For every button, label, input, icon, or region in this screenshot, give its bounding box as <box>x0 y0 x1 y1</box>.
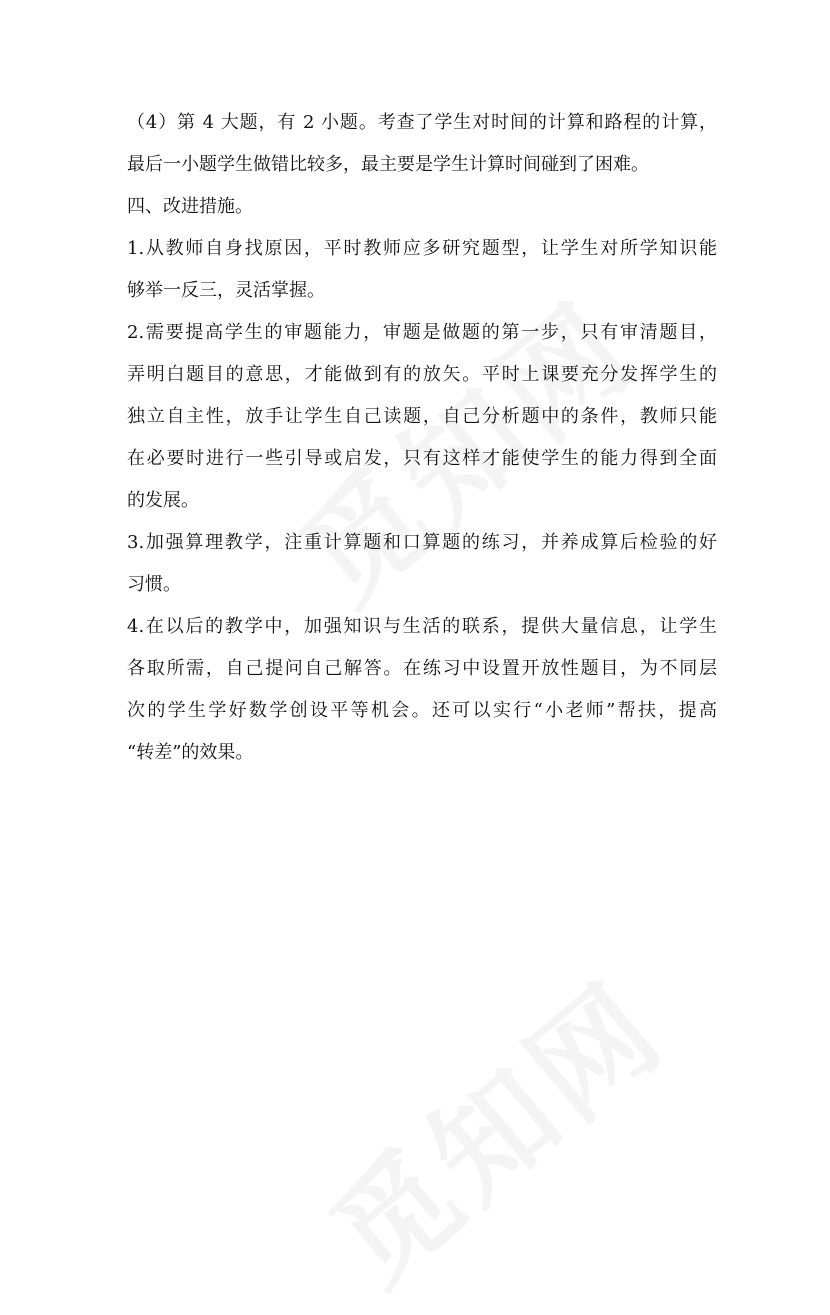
paragraph-line: 够举一反三，灵活掌握。 <box>127 280 325 301</box>
paragraph-line: 最后一小题学生做错比较多，最主要是学生计算时间碰到了困难。 <box>127 154 649 175</box>
paragraph-line: 各取所需，自己提问自己解答。在练习中设置开放性题目，为不同层 <box>127 658 717 679</box>
paragraph-line: 在必要时进行一些引导或启发，只有这样才能使学生的能力得到全面 <box>127 448 717 469</box>
document-body <box>127 102 717 774</box>
section-heading: 四、改进措施。 <box>127 196 253 217</box>
paragraph-line: 次的学生学好数学创设平等机会。还可以实行“小老师”帮扶，提高 <box>127 700 717 721</box>
paragraph-line: 弄明白题目的意思，才能做到有的放矢。平时上课要充分发挥学生的 <box>127 364 717 385</box>
paragraph-line: “转差”的效果。 <box>127 742 254 763</box>
paragraph-line: 1.从教师自身找原因，平时教师应多研究题型，让学生对所学知识能 <box>127 238 717 259</box>
paragraph-line: 独立自主性，放手让学生自己读题，自己分析题中的条件，教师只能 <box>127 406 717 427</box>
paragraph-line: 2.需要提高学生的审题能力，审题是做题的第一步，只有审清题目， <box>127 322 717 343</box>
paragraph-line: （4）第 4 大题，有 2 小题。考查了学生对时间的计算和路程的计算， <box>127 112 717 133</box>
paragraph-line: 的发展。 <box>127 490 199 511</box>
paragraph-line: 4.在以后的教学中，加强知识与生活的联系，提供大量信息，让学生 <box>127 616 717 637</box>
watermark <box>290 937 695 1315</box>
paragraph-line: 习惯。 <box>127 574 181 595</box>
paragraph-line: 3.加强算理教学，注重计算题和口算题的练习，并养成算后检验的好 <box>127 532 717 553</box>
